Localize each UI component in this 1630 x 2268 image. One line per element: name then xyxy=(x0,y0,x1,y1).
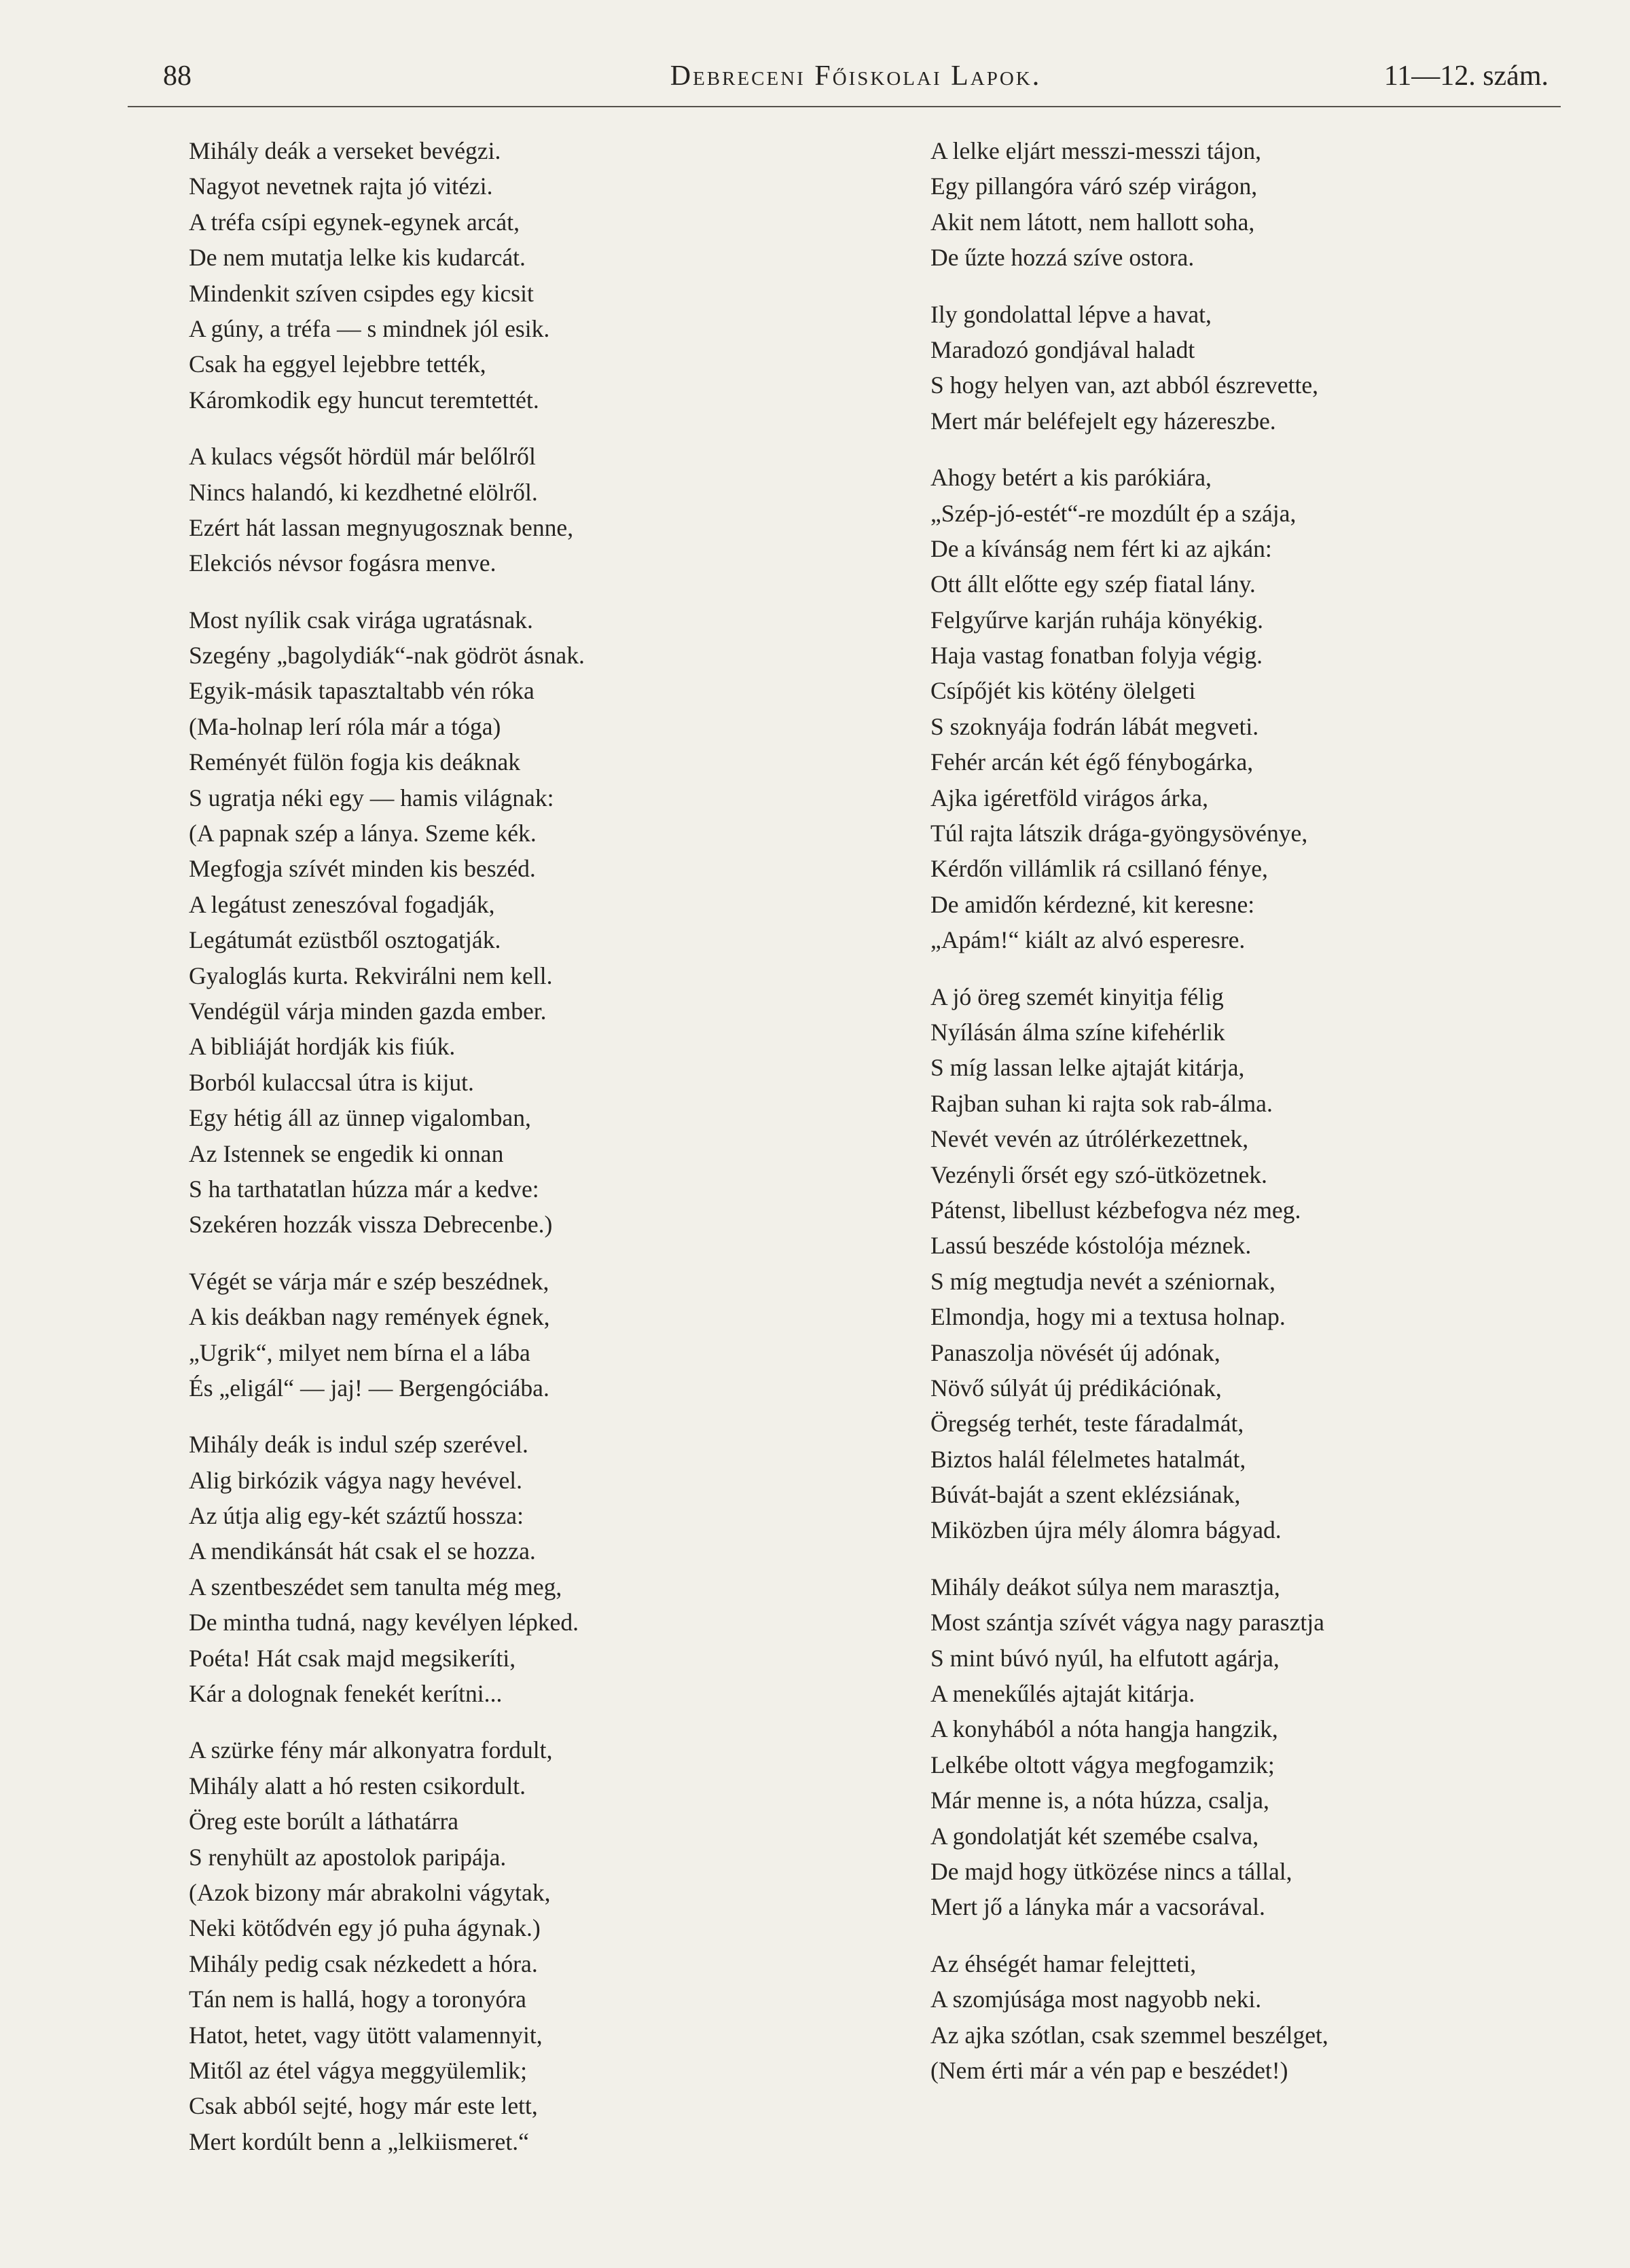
poem-line: Nevét vevén az útrólérkezettnek, xyxy=(930,1125,1249,1153)
poem-line: Vezényli őrsét egy szó-ütközetnek. xyxy=(930,1160,1267,1188)
poem-line: A mendikánsát hát csak el se hozza. xyxy=(189,1537,536,1565)
poem-line: Az ajka szótlan, csak szemmel beszélget, xyxy=(930,2021,1328,2049)
poem-line: Egy pillangóra váró szép virágon, xyxy=(930,172,1258,200)
poem-line: Most nyílik csak virága ugratásnak. xyxy=(189,606,533,634)
poem-line: Borból kulaccsal útra is kijut. xyxy=(189,1068,474,1096)
poem-line: Túl rajta látszik drága-gyöngysövénye, xyxy=(930,820,1308,847)
poem-line: Az Istennek se engedik ki onnan xyxy=(189,1139,504,1167)
poem-line: Ily gondolattal lépve a havat, xyxy=(930,300,1212,328)
stanza xyxy=(189,133,786,418)
poem-line: Öreg este borúlt a láthatárra xyxy=(189,1808,459,1835)
poem-line: Ahogy betért a kis parókiára, xyxy=(930,464,1212,492)
poem-line: Nyílásán álma színe kifehérlik xyxy=(930,1018,1225,1046)
poem-line: Elmondja, hogy mi a textusa holnap. xyxy=(930,1303,1286,1331)
poem-line: És „eligál“ — jaj! — Bergengóciába. xyxy=(189,1374,549,1402)
poem-line: Már menne is, a nóta húzza, csalja, xyxy=(930,1787,1269,1814)
poem-line: Ajka igéretföld virágos árka, xyxy=(930,784,1208,811)
poem-line: Káromkodik egy huncut teremtettét. xyxy=(189,386,539,414)
stanza xyxy=(189,1264,786,1406)
poem-line: S szoknyája fodrán lábát megveti. xyxy=(930,712,1259,740)
poem-line: (A papnak szép a lánya. Szeme kék. xyxy=(189,820,537,847)
poem-line: A jó öreg szemét kinyitja félig xyxy=(930,983,1224,1010)
poem-line: Nincs halandó, ki kezdhetné elölről. xyxy=(189,478,538,506)
poem-line: Csak ha eggyel lejebbre tették, xyxy=(189,350,486,378)
poem-line: S ugratja néki egy — hamis világnak: xyxy=(189,784,554,811)
stanza xyxy=(189,1427,786,1711)
poem-line: De a kívánság nem fért ki az ajkán: xyxy=(930,534,1272,562)
poem-line: De amidőn kérdezné, kit keresne: xyxy=(930,890,1255,918)
poem-line: Akit nem látott, nem hallott soha, xyxy=(930,208,1255,236)
page-number: 88 xyxy=(163,60,192,92)
poem-line: Mindenkit szíven csipdes egy kicsit xyxy=(189,279,534,307)
poem-line: (Azok bizony már abrakolni vágytak, xyxy=(189,1878,551,1906)
poem-line: Rajban suhan ki rajta sok rab-álma. xyxy=(930,1089,1273,1117)
poem-line: Mitől az étel vágya meggyülemlik; xyxy=(189,2056,527,2084)
poem-line: Ezért hát lassan megnyugosznak benne, xyxy=(189,513,574,541)
left-column xyxy=(189,133,786,2180)
poem-line: Nagyot nevetnek rajta jó vitézi. xyxy=(189,172,493,200)
poem-line: De űzte hozzá szíve ostora. xyxy=(930,244,1195,272)
poem-line: Panaszolja növését új adónak, xyxy=(930,1338,1220,1366)
stanza xyxy=(189,439,786,581)
page-header xyxy=(163,60,1548,100)
poem-line: Maradozó gondjával haladt xyxy=(930,335,1195,363)
header-rule xyxy=(128,106,1561,107)
poem-line: A gúny, a tréfa — s mindnek jól esik. xyxy=(189,314,550,342)
poem-line: Lelkébe oltott vágya megfogamzik; xyxy=(930,1751,1275,1778)
poem-line: (Ma-holnap lerí róla már a tóga) xyxy=(189,712,501,740)
stanza xyxy=(930,297,1528,439)
poem-line: Ott állt előtte egy szép fiatal lány. xyxy=(930,570,1256,598)
poem-line: A legátust zeneszóval fogadják, xyxy=(189,890,495,918)
poem-line: Végét se várja már e szép beszédnek, xyxy=(189,1267,549,1295)
poem-line: Elekciós névsor fogásra menve. xyxy=(189,549,496,577)
poem-line: S renyhült az apostolok paripája. xyxy=(189,1843,507,1871)
right-column xyxy=(930,133,1528,2109)
poem-line: „Szép-jó-estét“-re mozdúlt ép a szája, xyxy=(930,499,1297,527)
poem-line: Miközben újra mély álomra bágyad. xyxy=(930,1516,1282,1544)
poem-line: Pátenst, libellust kézbefogva néz meg. xyxy=(930,1196,1301,1224)
poem-line: Poéta! Hát csak majd megsikeríti, xyxy=(189,1644,516,1672)
poem-line: A lelke eljárt messzi-messzi tájon, xyxy=(930,137,1262,164)
journal-title: Debreceni Főiskolai Lapok. xyxy=(670,60,1042,92)
poem-line: A szomjúsága most nagyobb neki. xyxy=(930,1986,1262,2013)
poem-line: S míg megtudja nevét a széniornak, xyxy=(930,1267,1275,1295)
poem-line: Felgyűrve karján ruhája könyékig. xyxy=(930,606,1264,634)
poem-line: De mintha tudná, nagy kevélyen lépked. xyxy=(189,1609,579,1636)
poem-line: Fehér arcán két égő fénybogárka, xyxy=(930,748,1254,776)
poem-line: Öregség terhét, teste fáradalmát, xyxy=(930,1410,1244,1438)
poem-line: A kulacs végsőt hördül már belőlről xyxy=(189,443,536,471)
poem-line: S hogy helyen van, azt abból észrevette, xyxy=(930,371,1319,399)
poem-line: Neki kötődvén egy jó puha ágynak.) xyxy=(189,1914,541,1942)
poem-line: S mint búvó nyúl, ha elfutott agárja, xyxy=(930,1644,1280,1672)
poem-line: Az útja alig egy-két száztű hossza: xyxy=(189,1502,524,1530)
poem-line: S ha tarthatatlan húzza már a kedve: xyxy=(189,1175,539,1203)
poem-line: Mihály deák a verseket bevégzi. xyxy=(189,137,501,164)
poem-line: Hatot, hetet, vagy ütött valamennyit, xyxy=(189,2021,543,2049)
poem-line: Haja vastag fonatban folyja végig. xyxy=(930,642,1263,670)
poem-line: Mihály deákot súlya nem marasztja, xyxy=(930,1573,1280,1601)
poem-line: A szentbeszédet sem tanulta még meg, xyxy=(189,1573,562,1601)
poem-line: Mihály alatt a hó resten csikordult. xyxy=(189,1772,526,1799)
poem-line: S míg lassan lelke ajtaját kitárja, xyxy=(930,1054,1245,1082)
poem-line: „Ugrik“, milyet nem bírna el a lába xyxy=(189,1338,530,1366)
poem-line: Kérdőn villámlik rá csillanó fénye, xyxy=(930,855,1268,883)
poem-line: Megfogja szívét minden kis beszéd. xyxy=(189,855,536,883)
issue-number: 11—12. szám. xyxy=(1383,60,1548,92)
poem-line: A menekűlés ajtaját kitárja. xyxy=(930,1680,1195,1708)
poem-line: Egyik-másik tapasztaltabb vén róka xyxy=(189,677,535,705)
stanza xyxy=(930,133,1528,276)
poem-line: Mihály pedig csak nézkedett a hóra. xyxy=(189,1950,538,1977)
poem-line: Búvát-baját a szent eklézsiának, xyxy=(930,1481,1241,1509)
poem-line: Csak abból sejté, hogy már este lett, xyxy=(189,2092,538,2120)
poem-line: Lassú beszéde kóstolója méznek. xyxy=(930,1232,1252,1260)
poem-line: A konyhából a nóta hangja hangzik, xyxy=(930,1715,1278,1743)
poem-line: Biztos halál félelmetes hatalmát, xyxy=(930,1445,1246,1473)
stanza xyxy=(189,602,786,1243)
poem-line: Reményét fülön fogja kis deáknak xyxy=(189,748,521,776)
poem-line: Mert már beléfejelt egy házereszbe. xyxy=(930,407,1276,435)
poem-line: A szürke fény már alkonyatra fordult, xyxy=(189,1736,553,1764)
stanza xyxy=(930,1569,1528,1925)
poem-line: Egy hétig áll az ünnep vigalomban, xyxy=(189,1104,531,1132)
poem-line: A gondolatját két szemébe csalva, xyxy=(930,1822,1259,1850)
poem-line: A tréfa csípi egynek-egynek arcát, xyxy=(189,208,520,236)
stanza xyxy=(930,460,1528,957)
poem-line: De majd hogy ütközése nincs a tállal, xyxy=(930,1857,1292,1885)
poem-line: Csípőjét kis kötény ölelgeti xyxy=(930,677,1196,705)
poem-line: Mihály deák is indul szép szerével. xyxy=(189,1431,528,1459)
poem-line: Szegény „bagolydiák“-nak gödröt ásnak. xyxy=(189,642,585,670)
poem-line: Mert kordúlt benn a „lelkiismeret.“ xyxy=(189,2127,529,2155)
poem-line: Vendégül várja minden gazda ember. xyxy=(189,997,547,1025)
stanza xyxy=(930,1946,1528,2089)
stanza xyxy=(930,979,1528,1548)
poem-line: Mert jő a lányka már a vacsorával. xyxy=(930,1893,1265,1921)
stanza xyxy=(189,1732,786,2159)
poem-line: (Nem érti már a vén pap e beszédet!) xyxy=(930,2056,1288,2084)
poem-line: A kis deákban nagy remények égnek, xyxy=(189,1303,550,1331)
poem-line: Az éhségét hamar felejtteti, xyxy=(930,1950,1197,1977)
poem-line: Alig birkózik vágya nagy hevével. xyxy=(189,1466,523,1494)
poem-line: Legátumát ezüstből osztogatják. xyxy=(189,926,501,954)
poem-line: „Apám!“ kiált az alvó esperesre. xyxy=(930,926,1246,954)
poem-line: Kár a dolognak fenekét kerítni... xyxy=(189,1680,503,1708)
poem-line: Gyaloglás kurta. Rekvirálni nem kell. xyxy=(189,962,553,989)
poem-line: Szekéren hozzák vissza Debrecenbe.) xyxy=(189,1211,553,1239)
poem-line: Tán nem is hallá, hogy a toronyóra xyxy=(189,1986,526,2013)
poem-line: Növő súlyát új prédikációnak, xyxy=(930,1374,1222,1402)
poem-line: Most szántja szívét vágya nagy parasztja xyxy=(930,1609,1324,1636)
poem-line: A bibliáját hordják kis fiúk. xyxy=(189,1033,456,1061)
poem-line: De nem mutatja lelke kis kudarcát. xyxy=(189,244,526,272)
